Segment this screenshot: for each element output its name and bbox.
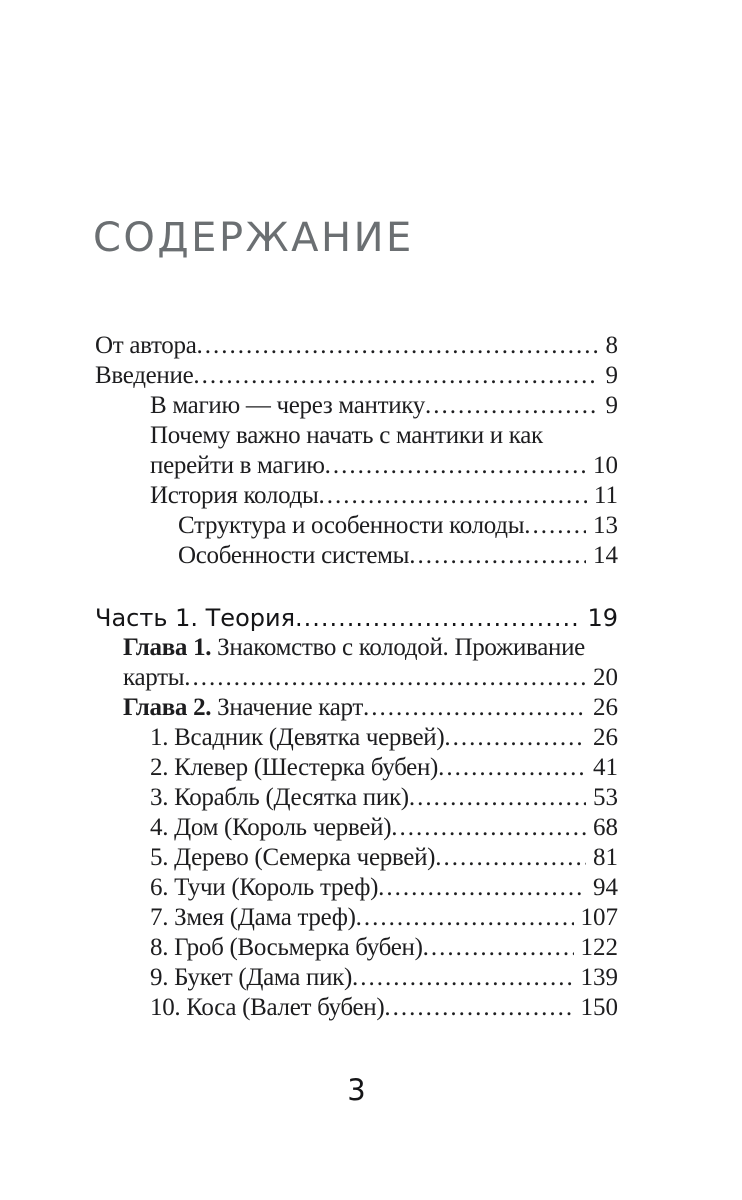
dot-leader [325, 451, 586, 481]
toc-entry-label [150, 813, 391, 843]
page-number: 3 [347, 1073, 366, 1107]
dot-leader [409, 783, 586, 813]
toc-entry [95, 451, 618, 481]
toc-entry-page: 122 [580, 934, 618, 961]
dot-leader [197, 331, 599, 361]
toc-entry-page: 81 [593, 844, 618, 871]
toc-entry [95, 783, 618, 813]
dot-leader [524, 511, 586, 541]
toc-entry [95, 903, 618, 933]
toc-entry [95, 843, 618, 873]
toc-entry [95, 541, 618, 571]
toc-entry [95, 813, 618, 843]
dot-leader [352, 963, 573, 993]
dot-leader [423, 933, 574, 963]
toc-entry [95, 693, 618, 723]
toc-entry-label [150, 783, 409, 813]
toc-entry-text: 1. Всадник (Девятка червей) [150, 724, 445, 751]
toc-entry-label [150, 963, 352, 993]
toc-entry-label [178, 511, 524, 541]
toc-entry [95, 993, 618, 1023]
toc-entry-page: 139 [580, 964, 618, 991]
toc-entry-text: Знакомство с колодой. Проживание [211, 634, 585, 661]
toc-entry-text: В магию — через мантику [150, 392, 425, 419]
toc-entry [95, 603, 618, 633]
toc-entry-text: От автора [95, 332, 197, 359]
toc-entry-label [95, 331, 197, 361]
toc-entry-label [150, 993, 384, 1023]
toc-entry-text: 10. Коса (Валет бубен) [150, 994, 385, 1021]
toc-entry-label [150, 391, 425, 421]
toc-entry-page: 14 [593, 542, 618, 569]
toc-entry-text: карты [123, 664, 185, 691]
toc-entry-label [123, 633, 585, 663]
toc-entry-text: Значение карт [211, 694, 364, 721]
toc-entry-page: 19 [587, 604, 618, 632]
toc-entry-text: Особенности системы [178, 542, 410, 569]
dot-leader [378, 873, 586, 903]
dot-leader [444, 723, 586, 753]
toc-entry-page: 10 [593, 452, 618, 479]
toc-entry-text: 2. Клевер (Шестерка бубен) [150, 754, 439, 781]
toc-entry-page: 107 [580, 904, 618, 931]
dot-leader [184, 663, 586, 693]
toc-entry-page: 68 [593, 814, 618, 841]
toc-entry [95, 753, 618, 783]
toc-entry-label [150, 451, 325, 481]
dot-leader [438, 753, 586, 783]
toc-entry-page: 53 [593, 784, 618, 811]
toc-entry-page: 8 [605, 332, 618, 359]
toc-entry-label [150, 933, 423, 963]
toc-entry-label [150, 421, 543, 451]
toc-entry-page: 9 [605, 392, 618, 419]
toc-entry-label [123, 663, 184, 693]
toc-entry-text: История колоды [150, 482, 319, 509]
dot-leader [363, 693, 586, 723]
dot-leader [391, 813, 586, 843]
toc-entry [95, 933, 618, 963]
toc-entry-label [95, 603, 295, 633]
toc-entry-label [150, 481, 319, 511]
toc-entry-text: перейти в магию [150, 452, 325, 479]
toc-entry [95, 663, 618, 693]
toc-entry-text: Почему важно начать с мантики и как [150, 422, 543, 449]
toc-entry-text: Введение [95, 362, 194, 389]
toc-entry-page: 20 [593, 664, 618, 691]
dot-leader [295, 603, 580, 633]
toc-entry-text: 6. Тучи (Король треф) [150, 874, 379, 901]
dot-leader [356, 903, 574, 933]
toc-entry-label [150, 903, 356, 933]
toc-entry-text: 3. Корабль (Десятка пик) [150, 784, 409, 811]
toc-entry [95, 391, 618, 421]
toc-entry-page: 150 [580, 994, 618, 1021]
toc-entry [95, 633, 618, 663]
toc-entry-bold-prefix: Глава 1. [123, 634, 212, 661]
toc-entry-page: 9 [605, 362, 618, 389]
dot-leader [409, 541, 586, 571]
toc-entry [95, 421, 618, 451]
toc-entry-page: 11 [593, 482, 618, 509]
toc-entry-text: 8. Гроб (Восьмерка бубен) [150, 934, 423, 961]
toc-entry [95, 873, 618, 903]
page-title: СОДЕРЖАНИЕ [93, 215, 414, 261]
toc-entry-label [150, 723, 444, 753]
dot-leader [384, 993, 573, 1023]
toc-entry-label [95, 361, 193, 391]
toc-entry [95, 481, 618, 511]
toc-entry [95, 361, 618, 391]
toc-entry-label [150, 873, 378, 903]
toc-entry-page: 26 [593, 694, 618, 721]
toc-entry-page: 13 [593, 512, 618, 539]
dot-leader [425, 391, 599, 421]
toc-entry-label [150, 753, 438, 783]
toc-entry [95, 963, 618, 993]
toc-entry [95, 723, 618, 753]
toc-entry-label [178, 541, 409, 571]
toc-entry-label [150, 843, 435, 873]
toc-entry [95, 331, 618, 361]
toc-entry-text: Структура и особенности колоды [178, 512, 525, 539]
toc-entry-text: 5. Дерево (Семерка червей) [150, 844, 436, 871]
toc-entry-bold-prefix: Глава 2. [123, 694, 212, 721]
dot-leader [435, 843, 586, 873]
toc-entry-label [123, 693, 363, 723]
toc-entry-text: Часть 1. Теория [95, 604, 296, 632]
toc-list [95, 331, 618, 1023]
toc-entry [95, 511, 618, 541]
toc-entry-text: 9. Букет (Дама пик) [150, 964, 353, 991]
dot-leader [193, 361, 598, 391]
toc-entry-text: 7. Змея (Дама треф) [150, 904, 356, 931]
dot-leader [319, 481, 587, 511]
toc-entry-page: 41 [593, 754, 618, 781]
toc-entry-text: 4. Дом (Король червей) [150, 814, 392, 841]
toc-entry-page: 26 [593, 724, 618, 751]
toc-entry-page: 94 [593, 874, 618, 901]
